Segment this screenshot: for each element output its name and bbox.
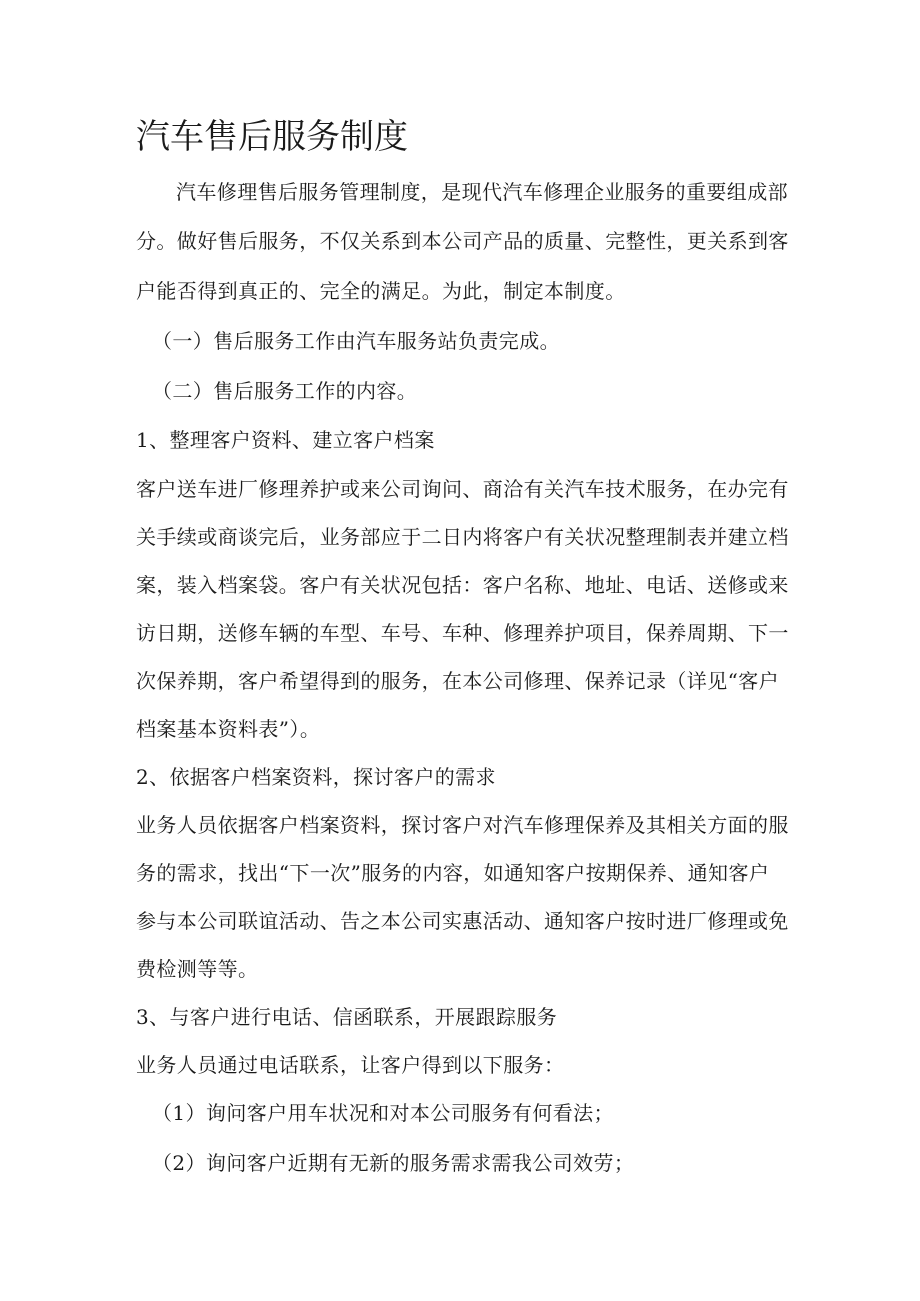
document-title: 汽车售后服务制度 <box>136 117 408 157</box>
paragraph-line: 业务人员通过电话联系，让客户得到以下服务： <box>136 1053 565 1077</box>
paragraph-line: 务的需求，找出“下一次”服务的内容，如通知客户按期保养、通知客户 <box>136 861 770 885</box>
subsection-heading: 2、依据客户档案资料，探讨客户的需求 <box>136 765 496 789</box>
subsection-heading: 3、与客户进行电话、信函联系，开展跟踪服务 <box>136 1005 558 1029</box>
paragraph-line: 案，装入档案袋。客户有关状况包括：客户名称、地址、电话、送修或来 <box>136 573 789 597</box>
paragraph-line: 客户送车进厂修理养护或来公司询问、商洽有关汽车技术服务，在办完有 <box>136 477 789 501</box>
paragraph-line: 次保养期，客户希望得到的服务，在本公司修理、保养记录（详见“客户 <box>136 669 780 693</box>
paragraph-line: 访日期，送修车辆的车型、车号、车种、修理养护项目，保养周期、下一 <box>136 621 789 645</box>
list-item: （2）询问客户近期有无新的服务需求需我公司效劳； <box>152 1151 635 1175</box>
subsection-heading: 1、整理客户资料、建立客户档案 <box>136 428 435 452</box>
paragraph-line: 户能否得到真正的、完全的满足。为此，制定本制度。 <box>136 279 626 303</box>
paragraph-line: 关手续或商谈完后，业务部应于二日内将客户有关状况整理制表并建立档 <box>136 525 789 549</box>
section-heading: （一）售后服务工作由汽车服务站负责完成。 <box>152 329 560 353</box>
paragraph-line: 档案基本资料表”）。 <box>136 717 321 741</box>
paragraph-line: 分。做好售后服务，不仅关系到本公司产品的质量、完整性，更关系到客 <box>136 229 789 253</box>
section-heading: （二）售后服务工作的内容。 <box>152 379 418 403</box>
paragraph-line: 汽车修理售后服务管理制度，是现代汽车修理企业服务的重要组成部 <box>176 180 788 204</box>
paragraph-line: 业务人员依据客户档案资料，探讨客户对汽车修理保养及其相关方面的服 <box>136 813 789 837</box>
paragraph-line: 参与本公司联谊活动、告之本公司实惠活动、通知客户按时进厂修理或免 <box>136 909 789 933</box>
paragraph-line: 费检测等等。 <box>136 957 259 981</box>
list-item: （1）询问客户用车状况和对本公司服务有何看法； <box>152 1101 614 1125</box>
